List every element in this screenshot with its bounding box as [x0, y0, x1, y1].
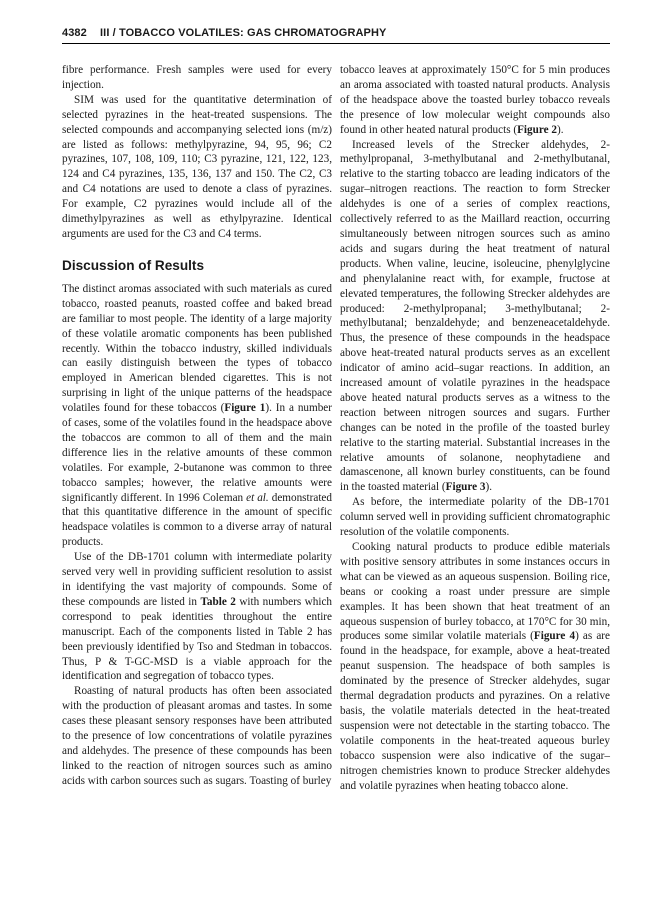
paragraph-aromas: The distinct aromas associated with such materials as cured tobacco, roasted peanuts, roasted coffee and baked bread are familiar to most people. The identity of a large majority of these volatile aromatic components has been published recently. Within the tobacco industry, skilled individuals can easily distinguish between the types of tobacco employed in American blended cigarettes. This is not surprising in light of the unique patterns of the headspace volatiles found for these tobaccos (Figure 1). In a number of cases, some of the volatiles found in the headspace above the tobaccos are common to all of them and the main difference lies in the relative amounts of these common volatiles. For example, 2-butanone was common to three tobacco samples; however, the relative amounts were significantly different. In 1996 Coleman et al. demonstrated that this quantitative difference in the amount of specific headspace volatiles is common to a diverse array of natural products.: [62, 282, 332, 549]
figure-2-ref: Figure 2: [517, 123, 557, 136]
figure-1-ref: Figure 1: [224, 402, 266, 415]
paragraph-cooking: Cooking natural products to produce edible materials with positive sensory attributes in some instances occurs in what can be viewed as an aqueous suspension. Boiling rice, beans or cooking a roast under pressure are simple examples. It has been shown that heat treatment of an aqueous suspension of burley tobacco, at 170°C for 30 min, produces some similar volatile materials (Figure 4) as are found in the headspace, for example, above a heat-treated peanut suspension. The headspace of both samples is dominated by the presence of Strecker aldehydes, sugar thermal degradation products and pyrazines. On a relative basis, the volatile materials detected in the heat-treated suspension were not detectable in the starting tobacco. The volatile components in the heat-treated aqueous burley tobacco suspension were also indicative of the sugar–nitrogen chemistries known to produce Strecker aldehydes and volatile pyrazines when heating tobacco alone.: [340, 541, 610, 792]
paragraph-db1701: Use of the DB-1701 column with intermediate polarity served very well in providing sufficient resolution to assist in identifying the vast majority of compounds. Some of these compounds are listed in Table 2 with numbers which correspond to peak identities throughout the entire manuscript. Each of the components listed in Table 2 has been previously identified by Tso and Stedman in tobaccos. Thus, P & T-GC-MSD is a viable approach for the identification and segregation of tobacco types.: [62, 551, 332, 683]
section-heading-discussion: Discussion of Results: [62, 257, 205, 273]
paragraph-roasting: Roasting of natural products has often been associated with the production of pleasant aromas and tastes. In some cases these pleasant sensory responses have been attributed to the presence of low concentrations of volatile pyrazines and aldehydes. The presence of these compounds has been linked to the reaction of nitrogen sources such as amino acids with carbon sources such as sugars. Toasting of burley: [62, 685, 332, 787]
table-2-ref: Table 2: [200, 595, 236, 608]
paragraph-fibre: fibre performance. Fresh samples were used for every injection.: [62, 64, 332, 91]
paragraph-toasting: tobacco leaves at approximately 150°C for 5 min produces an aroma associated with toasted natural products. Analysis of the headspace above the toasted burley tobacco reveals the presence of low molecular weight compounds also found in other heated natural products (Figure 2).: [340, 64, 610, 136]
figure-3-ref: Figure 3: [445, 481, 486, 494]
paragraph-sim: SIM was used for the quantitative determination of selected pyrazines in the heat-treated suspensions. The selected compounds and accompanying selected ions (m/z) are listed as follows: methylpyrazine, 94, 95, 96; C2 pyrazines, 107, 108, 109, 110; C3 pyrazine, 121, 122, 123, 124 and C4 pyrazines, 135, 136, 137 and 150. The C2, C3 and C4 notations are used to denote a class of pyrazines. For example, C2 pyrazines would include all of the dimethylpyrazines as well as ethylpyrazine. Identical arguments are used for the C3 and C4 terms.: [62, 93, 332, 240]
figure-4-ref: Figure 4: [533, 630, 576, 643]
right-column: [340, 63, 610, 793]
left-column: [62, 63, 332, 789]
running-title: III / TOBACCO VOLATILES: GAS CHROMATOGRAPHY: [100, 27, 387, 39]
paragraph-polarity: As before, the intermediate polarity of the DB-1701 column served well in providing sufficient chromatographic resolution of the volatile components.: [340, 496, 610, 539]
paragraph-strecker: Increased levels of the Strecker aldehydes, 2-methylpropanal, 3-methylbutanal and 2-methylbutanal, relative to the starting tobacco are leading indicators of the sugar–nitrogen reactions. The reaction to form Strecker aldehydes is one of a series of complex reactions, collectively referred to as the Maillard reaction, occurring simultaneously between nitrogen sources such as amino acids and sugars during the heat treatment of natural products. When valine, leucine, isoleucine, phenylglycine and phenylalanine react with, for example, fructose at elevated temperatures, the following Strecker aldehydes are produced: 2-methylpropanal; 3-methylbutanal; 2-methylbutanal; benzaldehyde; and benzeneacetaldehyde. Thus, the presence of these compounds in the headspace above heat-treated natural products serves as an excellent indicator of amino acid–sugar reactions. In addition, an increased amount of volatile pyrazines in the headspace above heated natural products serves as a witness to the reaction between nitrogen sources and sugars. Further changes can be noted in the profile of the toasted burley relative to the starting material. Substantial increases in the relative amounts of solanone, neophytadiene and damascenone, all known burley constituents, can be found in the toasted material (Figure 3).: [340, 138, 610, 494]
page-number: 4382: [62, 27, 87, 39]
header-rule: [62, 43, 610, 44]
